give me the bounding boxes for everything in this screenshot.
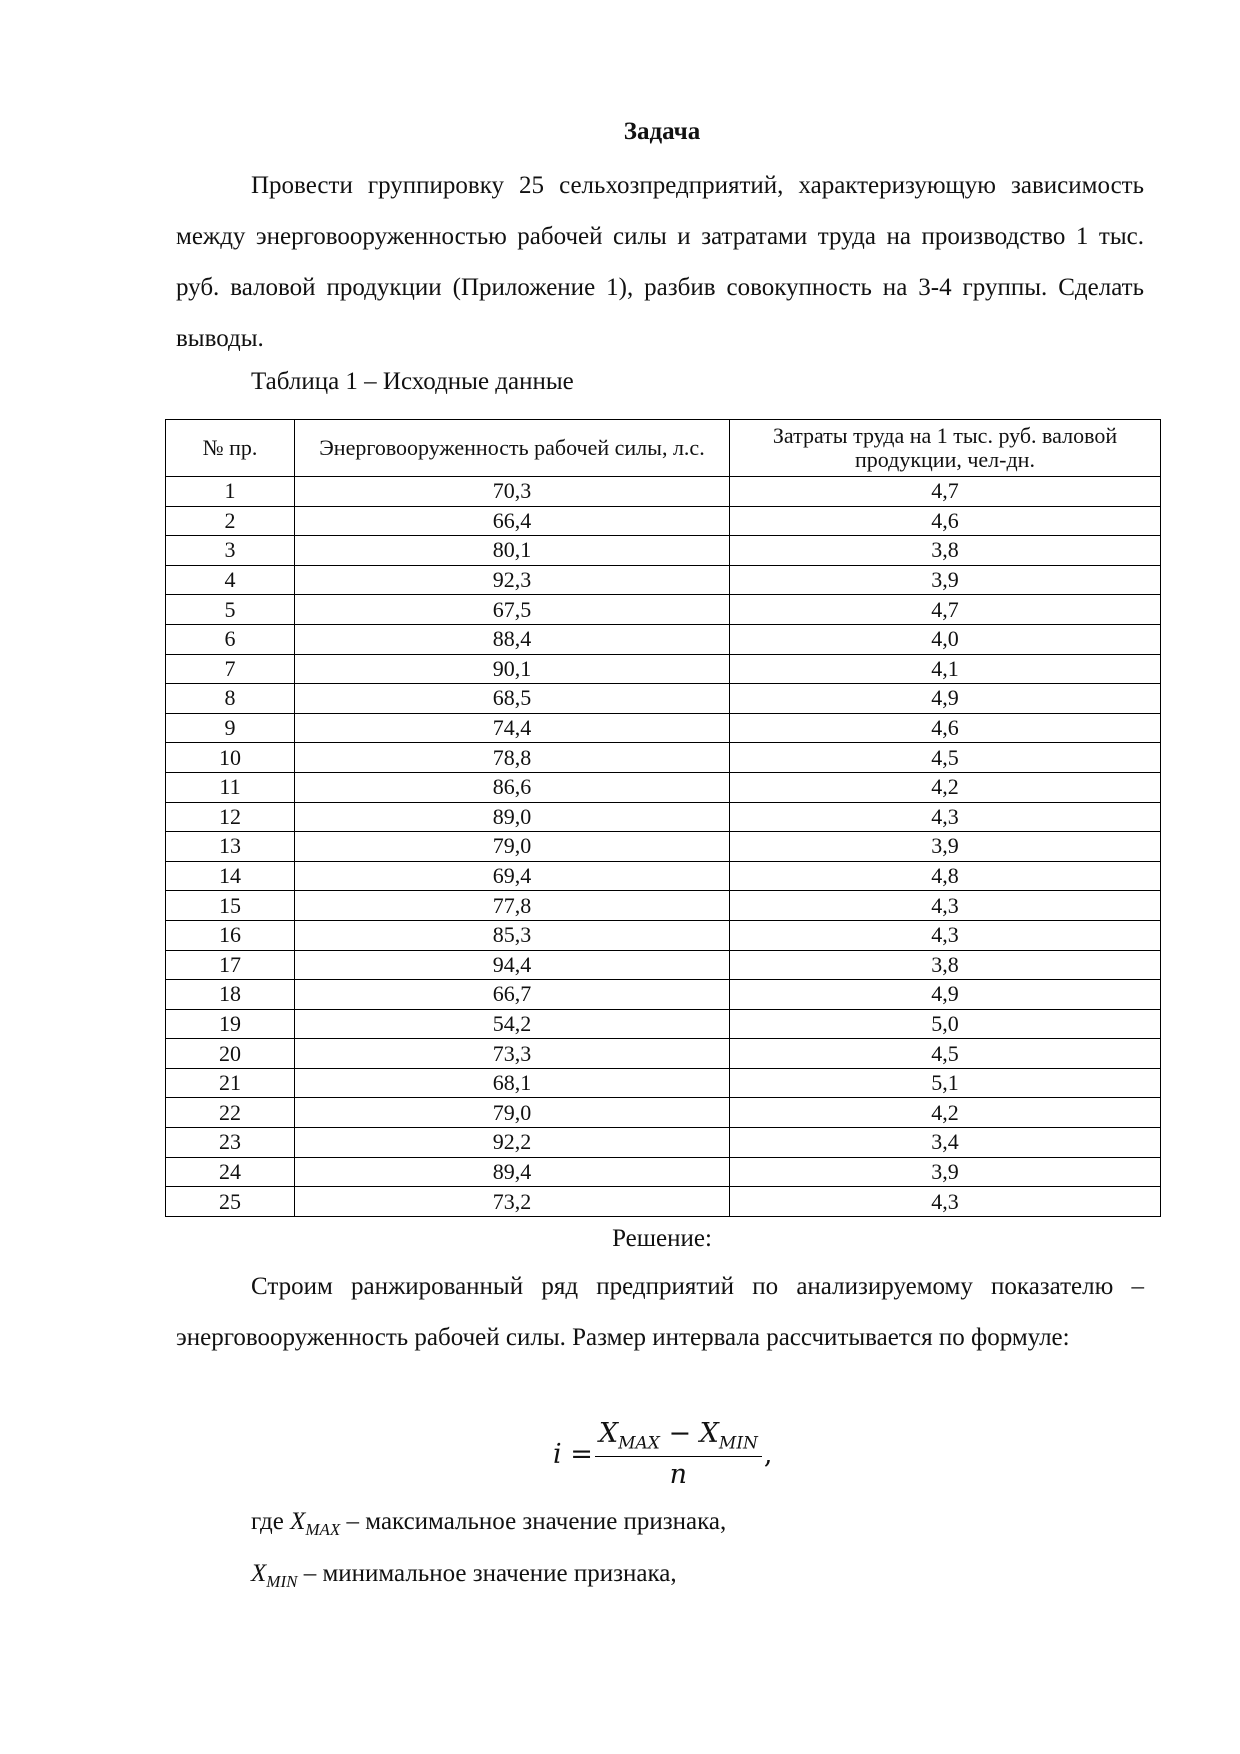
cell-energy: 92,2 xyxy=(295,1128,730,1158)
cell-number: 3 xyxy=(166,536,295,566)
formula-lhs: i = xyxy=(553,1438,593,1470)
definition-prefix: где xyxy=(251,1508,291,1535)
cell-labor-cost: 4,3 xyxy=(730,1187,1161,1217)
cell-number: 20 xyxy=(166,1039,295,1069)
definition-xmin-var: X xyxy=(251,1560,267,1587)
cell-energy: 85,3 xyxy=(295,920,730,950)
cell-labor-cost: 5,1 xyxy=(730,1068,1161,1098)
header-labor-cost: Затраты труда на 1 тыс. руб. валовой продукции, чел-дн. xyxy=(730,420,1161,477)
cell-number: 4 xyxy=(166,565,295,595)
definition-xmin-sub: MIN xyxy=(266,1572,298,1591)
table-row xyxy=(166,832,1161,862)
table-row xyxy=(166,743,1161,773)
cell-energy: 70,3 xyxy=(295,477,730,507)
table-row xyxy=(166,1157,1161,1187)
cell-number: 10 xyxy=(166,743,295,773)
table-row xyxy=(166,624,1161,654)
cell-energy: 66,7 xyxy=(295,980,730,1010)
solution-label: Решение: xyxy=(612,1225,712,1252)
task-heading: Задача xyxy=(623,118,701,145)
cell-number: 18 xyxy=(166,980,295,1010)
table-row xyxy=(166,980,1161,1010)
formula-fraction xyxy=(595,1418,762,1490)
cell-number: 19 xyxy=(166,1009,295,1039)
cell-labor-cost: 4,2 xyxy=(730,772,1161,802)
table-row xyxy=(166,654,1161,684)
cell-energy: 79,0 xyxy=(295,1098,730,1128)
header-energy: Энерговооруженность рабочей силы, л.с. xyxy=(295,420,730,477)
cell-energy: 54,2 xyxy=(295,1009,730,1039)
cell-labor-cost: 4,7 xyxy=(730,477,1161,507)
formula-minus: − xyxy=(659,1418,700,1449)
table-row xyxy=(166,920,1161,950)
formula-xmin-var: X xyxy=(699,1418,719,1449)
cell-energy: 66,4 xyxy=(295,506,730,536)
table-row xyxy=(166,506,1161,536)
cell-energy: 74,4 xyxy=(295,713,730,743)
cell-energy: 68,1 xyxy=(295,1068,730,1098)
cell-number: 8 xyxy=(166,684,295,714)
cell-energy: 73,2 xyxy=(295,1187,730,1217)
cell-labor-cost: 4,3 xyxy=(730,891,1161,921)
definition-xmin-text: – минимальное значение признака, xyxy=(297,1560,677,1587)
cell-energy: 79,0 xyxy=(295,832,730,862)
definition-xmax-text: – максимальное значение признака, xyxy=(340,1508,727,1535)
cell-energy: 88,4 xyxy=(295,624,730,654)
cell-energy: 67,5 xyxy=(295,595,730,625)
cell-energy: 80,1 xyxy=(295,536,730,566)
cell-labor-cost: 4,8 xyxy=(730,861,1161,891)
cell-labor-cost: 4,0 xyxy=(730,624,1161,654)
formula-xmin-sub: MIN xyxy=(718,1433,758,1454)
cell-labor-cost: 3,4 xyxy=(730,1128,1161,1158)
table-row xyxy=(166,891,1161,921)
definition-xmin xyxy=(251,1560,677,1592)
cell-energy: 89,0 xyxy=(295,802,730,832)
cell-number: 15 xyxy=(166,891,295,921)
cell-number: 2 xyxy=(166,506,295,536)
cell-number: 17 xyxy=(166,950,295,980)
source-data-table xyxy=(165,419,1161,1217)
table-row xyxy=(166,950,1161,980)
table-body xyxy=(166,477,1161,1217)
interval-formula xyxy=(553,1418,773,1490)
cell-number: 7 xyxy=(166,654,295,684)
cell-labor-cost: 4,5 xyxy=(730,743,1161,773)
cell-number: 6 xyxy=(166,624,295,654)
table-row xyxy=(166,536,1161,566)
cell-labor-cost: 3,8 xyxy=(730,950,1161,980)
cell-labor-cost: 3,9 xyxy=(730,1157,1161,1187)
cell-number: 23 xyxy=(166,1128,295,1158)
cell-labor-cost: 4,5 xyxy=(730,1039,1161,1069)
cell-energy: 86,6 xyxy=(295,772,730,802)
cell-labor-cost: 3,9 xyxy=(730,565,1161,595)
formula-trailing-comma: , xyxy=(763,1438,773,1470)
table-row xyxy=(166,565,1161,595)
cell-labor-cost: 5,0 xyxy=(730,1009,1161,1039)
table-header-row xyxy=(166,420,1161,477)
cell-labor-cost: 4,2 xyxy=(730,1098,1161,1128)
formula-denominator: n xyxy=(669,1459,688,1491)
cell-number: 12 xyxy=(166,802,295,832)
cell-labor-cost: 4,9 xyxy=(730,980,1161,1010)
cell-energy: 92,3 xyxy=(295,565,730,595)
cell-number: 22 xyxy=(166,1098,295,1128)
table-row xyxy=(166,713,1161,743)
cell-energy: 78,8 xyxy=(295,743,730,773)
cell-energy: 69,4 xyxy=(295,861,730,891)
cell-labor-cost: 4,7 xyxy=(730,595,1161,625)
cell-energy: 73,3 xyxy=(295,1039,730,1069)
cell-energy: 77,8 xyxy=(295,891,730,921)
cell-energy: 90,1 xyxy=(295,654,730,684)
formula-numerator xyxy=(595,1418,762,1457)
cell-labor-cost: 4,6 xyxy=(730,506,1161,536)
header-number: № пр. xyxy=(166,420,295,477)
formula-xmax-sub: MAX xyxy=(618,1433,660,1454)
table-caption: Таблица 1 – Исходные данные xyxy=(251,368,574,395)
cell-number: 25 xyxy=(166,1187,295,1217)
table-row xyxy=(166,684,1161,714)
cell-labor-cost: 4,6 xyxy=(730,713,1161,743)
table-row xyxy=(166,861,1161,891)
cell-labor-cost: 3,8 xyxy=(730,536,1161,566)
cell-number: 16 xyxy=(166,920,295,950)
cell-energy: 94,4 xyxy=(295,950,730,980)
table-row xyxy=(166,1187,1161,1217)
cell-number: 1 xyxy=(166,477,295,507)
table-row xyxy=(166,1009,1161,1039)
cell-number: 14 xyxy=(166,861,295,891)
cell-labor-cost: 4,1 xyxy=(730,654,1161,684)
cell-number: 13 xyxy=(166,832,295,862)
cell-number: 11 xyxy=(166,772,295,802)
solution-paragraph: Строим ранжированный ряд предприятий по анализируемому показателю – энерговооруженность рабочей силы. Размер интервала рассчитывается по формуле: xyxy=(176,1273,1144,1351)
table-row xyxy=(166,1098,1161,1128)
cell-number: 9 xyxy=(166,713,295,743)
definition-xmax-sub: MAX xyxy=(305,1520,341,1539)
cell-labor-cost: 4,3 xyxy=(730,920,1161,950)
cell-energy: 68,5 xyxy=(295,684,730,714)
definition-xmax xyxy=(251,1508,726,1540)
table-row xyxy=(166,1039,1161,1069)
formula-xmax-var: X xyxy=(598,1418,619,1449)
task-paragraph: Провести группировку 25 сельхозпредприятий, характеризующую зависимость между энерговооруженностью рабочей силы и затратами труда на производство 1 тыс. руб. валовой продукции (Приложение 1), разбив совокупность на 3-4 группы. Сделать выводы. xyxy=(176,172,1144,352)
cell-number: 5 xyxy=(166,595,295,625)
cell-energy: 89,4 xyxy=(295,1157,730,1187)
cell-number: 21 xyxy=(166,1068,295,1098)
table-row xyxy=(166,772,1161,802)
table-row xyxy=(166,1068,1161,1098)
definition-xmax-var: X xyxy=(290,1508,306,1535)
cell-labor-cost: 4,3 xyxy=(730,802,1161,832)
table-row xyxy=(166,1128,1161,1158)
table-row xyxy=(166,595,1161,625)
cell-labor-cost: 4,9 xyxy=(730,684,1161,714)
table-row xyxy=(166,802,1161,832)
cell-number: 24 xyxy=(166,1157,295,1187)
cell-labor-cost: 3,9 xyxy=(730,832,1161,862)
table-row xyxy=(166,477,1161,507)
